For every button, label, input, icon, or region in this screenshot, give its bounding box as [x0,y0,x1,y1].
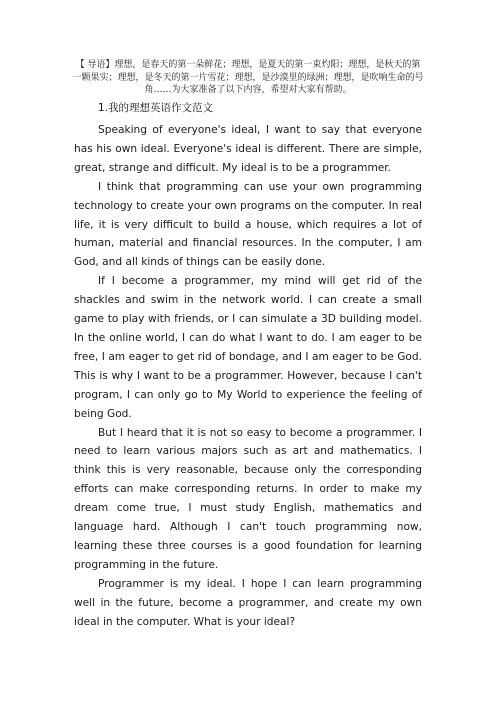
article-heading: 1.我的理想英语作文范文 [98,102,214,114]
paragraph: But I heard that it is not so easy to become a programmer. I need to learn various majors such as art and mathematics. I think this is very reasonable, because only the corresponding efforts can make corresponding returns. In order to make my dream come true, I must study English, mathematics and language hard. Although I can't touch programming now, learning these three courses is a good foundation for learning programming in the future. [74,426,422,571]
paragraph: Speaking of everyone's ideal, I want to say that everyone has his own ideal. Everyone's ideal is different. There are simple, great, strange and difficult. My ideal is to be a programmer. [74,124,422,174]
paragraph: If I become a programmer, my mind will get rid of the shackles and swim in the network world. I can create a small game to play with friends, or I can simulate a 3D building model. In the online world, I can do what I want to do. I am eager to be free, I am eager to get rid of bondage, and I am eager to be God. This is why I want to be a programmer. However, because I can't program, I can only go to My World to experience the feeling of being God. [74,275,422,420]
paragraph: I think that programming can use your own programming technology to create your own programs on the computer. In real life, it is very difficult to build a house, which requires a lot of human, material and financial resources. In the computer, I am God, and all kinds of things can be easily done. [74,180,422,269]
paragraph: Programmer is my ideal. I hope I can learn programming well in the future, become a programmer, and create my own ideal in the computer. What is your ideal? [74,577,422,628]
intro-text: 【 导语】理想，是春天的第一朵鲜花；理想，是夏天的第一束灼阳；理想，是秋天的第一颗果实；理想，是冬天的第一片雪花；理想，是沙漠里的绿洲；理想，是吹响生命的号角……为大家准备了以下内容，希望对大家有帮助。 [72,60,424,95]
article-body [74,121,422,631]
